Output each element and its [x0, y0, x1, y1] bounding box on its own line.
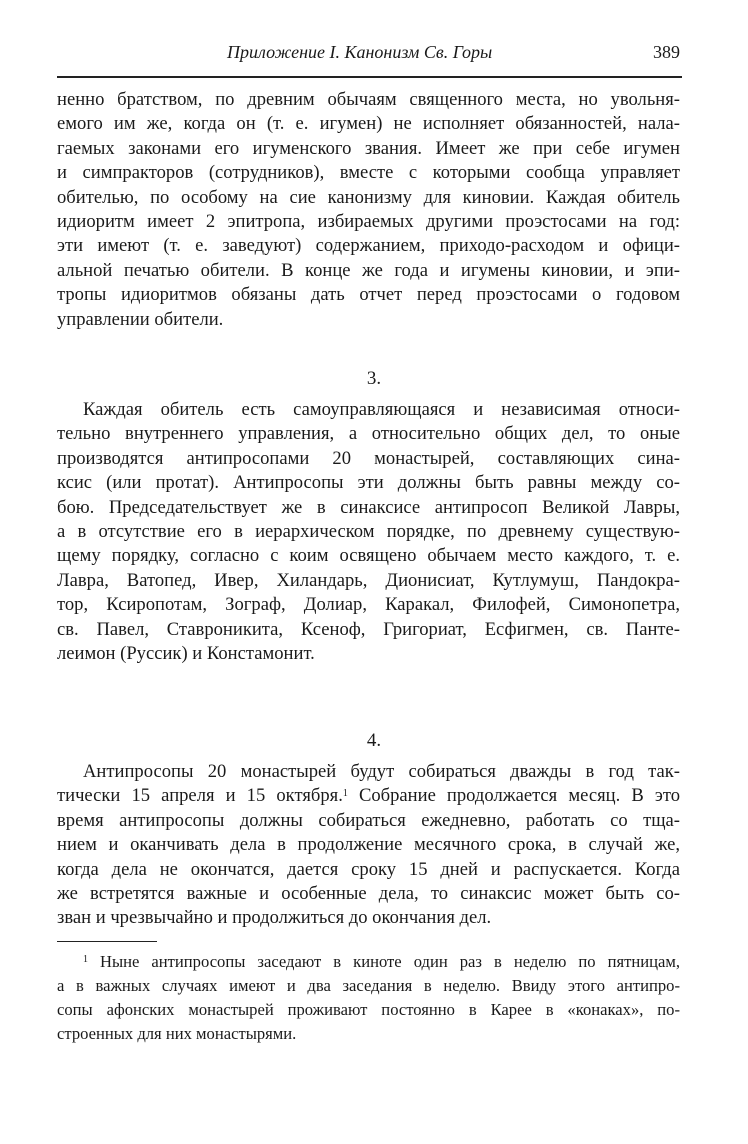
text-line: эти имеют (т. е. заведуют) содержанием, приходо-расходом и офици- — [57, 235, 680, 257]
text-line: Каждая обитель есть самоуправляющаяся и независимая относи- — [83, 399, 680, 420]
text-line: зван и чрезвычайно и продолжиться до окончания дел. — [57, 907, 492, 929]
text-line: идиоритм имеет 2 эпитропа, избираемых другими проэстосами на год: — [57, 211, 680, 233]
running-title: Приложение I. Канонизм Св. Горы — [227, 42, 493, 62]
text-line: ксис (или протат). Антипросопы эти должны быть равны между со- — [57, 472, 680, 494]
text-line: же встретятся важные и особенные дела, то синаксис может быть со- — [57, 883, 680, 905]
text-line: строенных для них монастырями. — [57, 1024, 297, 1043]
text-line: обителью, по особому на сие канонизму для киновии. Каждая обитель — [57, 186, 680, 208]
section-4-paragraph — [57, 760, 680, 931]
text-line: управлении обители. — [57, 308, 224, 330]
text-line: а в важных случаях имеют и два заседания в неделю. Ввиду этого антипро- — [57, 976, 680, 995]
running-header — [57, 38, 680, 68]
text-line: а в отсутствие его в иерархическом порядке, по древнему существую- — [57, 521, 680, 543]
text-span: Собрание продолжается месяц. В это — [347, 785, 680, 807]
text-line: щему порядку, согласно с коим освящено обычаем место каждого, т. е. — [57, 545, 680, 567]
text-span: Ныне антипросопы заседают в киноте один раз в неделю по пятницам, — [88, 952, 680, 971]
text-line: тор, Ксиропотам, Зограф, Долиар, Каракал, Филофей, Симонопетра, — [57, 594, 680, 616]
text-line: бою. Председательствует же в синаксисе антипросоп Великой Лавры, — [57, 496, 680, 518]
text-line: нием и оканчивать дела в продолжение месячного срока, в случай же, — [57, 834, 680, 856]
text-line — [57, 784, 680, 808]
footnote — [57, 950, 680, 1046]
text-span: тически 15 апреля и 15 октября. — [57, 785, 343, 807]
section-number-3: 3. — [366, 368, 382, 389]
text-line: св. Павел, Ставроникита, Ксеноф, Григориат, Есфигмен, св. Панте- — [57, 618, 680, 640]
header-rule — [57, 76, 682, 78]
text-line: емого им же, когда он (т. е. игумен) не исполняет обязанностей, нала- — [57, 113, 680, 135]
text-line: тропы идиоритмов обязаны дать отчет перед проэстосами о годовом — [57, 284, 680, 306]
footnote-rule — [57, 941, 157, 942]
text-line — [57, 950, 680, 974]
text-line: сопы афонских монастырей проживают постоянно в Карее в «конаках», по- — [57, 1000, 680, 1019]
text-line: леимон (Руссик) и Констамонит. — [57, 643, 315, 665]
text-line: время антипросопы должны собираться ежедневно, работать со тща- — [57, 809, 680, 831]
text-line: когда дела не окончатся, дается сроку 15 дней и распускается. Когда — [57, 858, 680, 880]
text-line: гаемых законами его игуменского звания. Имеет же при себе игумен — [57, 137, 680, 159]
text-line: альной печатью обители. В конце же года и игумены киновии, и эпи- — [57, 259, 680, 281]
text-line: Антипросопы 20 монастырей будут собираться дважды в год так- — [83, 761, 680, 782]
section-3-paragraph — [57, 398, 680, 666]
text-line: Лавра, Ватопед, Ивер, Хиландарь, Дионисиат, Кутлумуш, Пандокра- — [57, 569, 680, 591]
text-line: производятся антипросопами 20 монастырей, составляющих сина- — [57, 447, 680, 469]
text-line: и симпракторов (сотрудников), вместе с которыми сообща управляет — [57, 162, 680, 184]
footnote-marker: 1 — [83, 954, 88, 965]
text-line: тельно внутреннего управления, а относительно общих дел, то оные — [57, 423, 680, 445]
paragraph-1 — [57, 88, 680, 332]
text-line: ненно братством, по древним обычаям священного места, но увольня- — [57, 89, 680, 110]
footnote-reference: 1 — [342, 788, 348, 800]
page-number: 389 — [653, 42, 680, 62]
section-number-4: 4. — [366, 730, 382, 751]
